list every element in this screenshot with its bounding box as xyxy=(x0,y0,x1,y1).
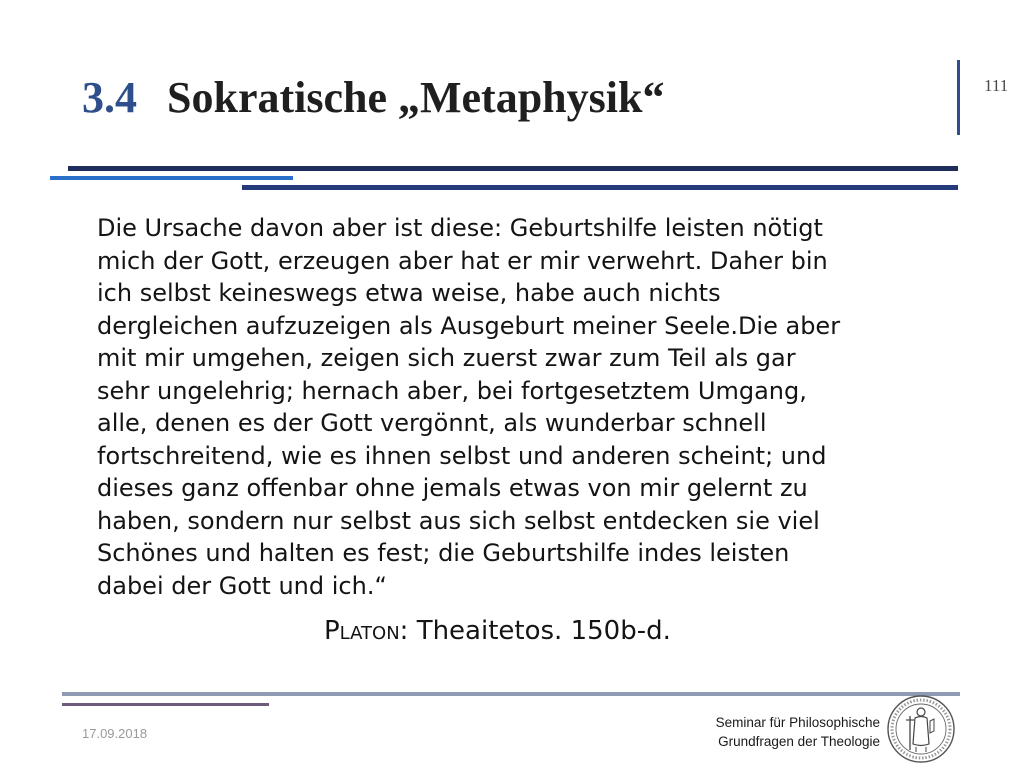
footer-rule-accent xyxy=(62,703,269,706)
quote-line: dieses ganz offenbar ohne jemals etwas von mir gelernt zu xyxy=(97,474,808,502)
institution-line-2: Grundfragen der Theologie xyxy=(718,734,880,749)
header-rule-top xyxy=(68,166,958,171)
quote-line: haben, sondern nur selbst aus sich selbst entdecken sie viel xyxy=(97,506,820,535)
citation xyxy=(324,616,671,646)
citation-work: : Theaitetos. 150b-d. xyxy=(399,616,671,646)
footer-rule xyxy=(62,692,960,696)
page-number-divider xyxy=(957,60,960,135)
quote-line: alle, denen es der Gott vergönnt, als wunderbar schnell xyxy=(97,409,767,437)
section-number: 3.4 xyxy=(82,73,137,122)
header-rule-bottom xyxy=(242,185,958,190)
institution-line-1: Seminar für Philosophische xyxy=(715,715,880,730)
quote-line: mit mir umgehen, zeigen sich zuerst zwar zum Teil als gar xyxy=(97,344,796,372)
citation-author: Platon xyxy=(324,616,400,646)
quote-line: sehr ungelehrig; hernach aber, bei fortgesetztem Umgang, xyxy=(97,376,807,405)
page-number: 111 xyxy=(984,76,1009,95)
quote-block xyxy=(97,212,957,602)
quote-line: fortschreitend, wie es ihnen selbst und anderen scheint; und xyxy=(97,441,827,470)
quote-line: dergleichen aufzuzeigen als Ausgeburt meiner Seele.Die aber xyxy=(97,311,841,340)
footer-date: 17.09.2018 xyxy=(82,726,148,741)
footer-institution xyxy=(700,713,880,751)
quote-line: Die Ursache davon aber ist diese: Geburtshilfe leisten nötigt xyxy=(97,214,823,242)
quote-line: ich selbst keineswegs etwa weise, habe auch nichts xyxy=(97,279,721,307)
slide-title xyxy=(82,70,664,126)
header-rule-accent xyxy=(50,176,293,180)
quote-line: dabei der Gott und ich.“ xyxy=(97,571,387,600)
title-text: Sokratische „Metaphysik“ xyxy=(167,73,665,122)
quote-line: Schönes und halten es fest; die Geburtshilfe indes leisten xyxy=(97,539,790,567)
university-seal-icon xyxy=(886,694,956,764)
quote-line: mich der Gott, erzeugen aber hat er mir verwehrt. Daher bin xyxy=(97,246,828,275)
